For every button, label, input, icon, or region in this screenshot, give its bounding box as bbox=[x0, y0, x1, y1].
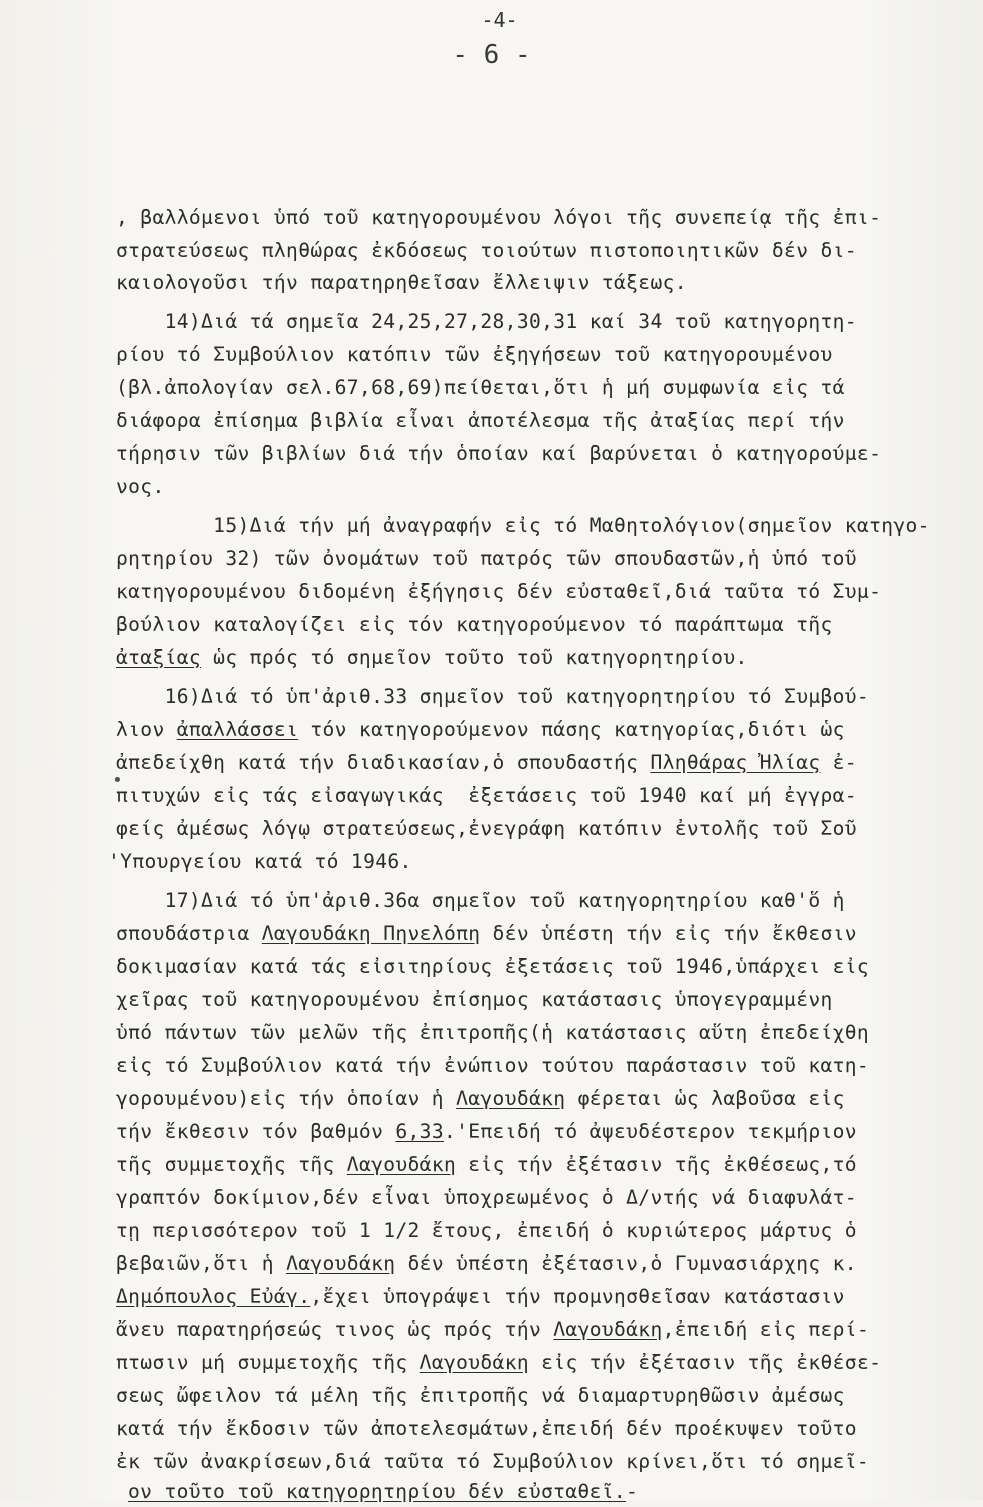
text-segment: τόν κατηγορούμενον πάσης κατηγορίας,διότι ὡς bbox=[298, 718, 845, 741]
text-line bbox=[116, 1183, 857, 1213]
page-number-handwritten: - 6 - bbox=[452, 40, 531, 70]
text-line bbox=[116, 1414, 857, 1444]
text-segment: διάφορα ἐπίσημα βιβλία εἶναι ἀποτέλεσμα τῆς ἀταξίας περί τήν bbox=[116, 409, 845, 432]
text-line bbox=[116, 1150, 857, 1180]
underlined-text: ον τοῦτο τοῦ κατηγορητηρίου δέν εὐσταθεῖ. bbox=[128, 1480, 627, 1503]
text-line bbox=[116, 544, 857, 574]
text-segment: 16)Διά τό ὑπ'ἀριθ.33 σημεῖον τοῦ κατηγορητηρίου τό Συμβού- bbox=[116, 685, 870, 708]
text-segment: ,ἐπειδή εἰς περί- bbox=[662, 1318, 870, 1341]
text-line bbox=[116, 1018, 869, 1048]
text-segment: εἰς τήν ἐξέτασιν τῆς ἐκθέσεως,τό bbox=[456, 1153, 857, 1176]
text-segment: σεως ὤφειλον τά μέλη τῆς ἐπιτροπῆς νά διαμαρτυρηθῶσιν ἀμέσως bbox=[116, 1384, 845, 1407]
underlined-text: Πληθάρας Ἠλίας bbox=[650, 751, 821, 774]
text-segment: ὡς πρός τό σημεῖον τοῦτο τοῦ κατηγορητηρίου. bbox=[201, 646, 748, 669]
text-line bbox=[116, 577, 881, 607]
text-segment: γορουμένου)εἰς τήν ὁποίαν ἡ bbox=[116, 1087, 457, 1110]
text-line bbox=[116, 511, 930, 541]
text-line bbox=[116, 236, 857, 266]
text-segment: γραπτόν δοκίμιον,δέν εἶναι ὑποχρεωμένος ὁ Δ/ντής νά διαφυλάτ- bbox=[116, 1186, 857, 1209]
text-segment: ρητηρίου 32) τῶν ὀνομάτων τοῦ πατρός τῶν σπουδαστῶν,ἡ ὑπό τοῦ bbox=[116, 547, 857, 570]
text-segment: σπουδάστρια bbox=[116, 922, 262, 945]
text-segment: 'Υπουργείου κατά τό 1946. bbox=[108, 850, 412, 873]
text-line bbox=[116, 919, 857, 949]
underlined-text: Λαγουδάκη Πηνελόπη bbox=[261, 922, 481, 945]
text-line bbox=[116, 203, 881, 233]
margin-dot-mark: • bbox=[112, 770, 123, 791]
text-segment: ἐ- bbox=[820, 751, 857, 774]
underlined-text: ἀταξίας bbox=[116, 646, 202, 669]
text-line bbox=[116, 1282, 845, 1312]
text-line bbox=[116, 682, 869, 712]
text-line bbox=[116, 268, 687, 298]
text-line bbox=[128, 1477, 638, 1507]
text-segment: τῆς συμμετοχῆς τῆς bbox=[116, 1153, 347, 1176]
text-segment: δέν ὑπέστη ἐξέτασιν,ὁ Γυμνασιάρχης κ. bbox=[395, 1252, 857, 1275]
text-segment: λιον bbox=[116, 718, 177, 741]
text-line bbox=[116, 439, 881, 469]
text-segment: στρατεύσεως πληθώρας ἐκδόσεως τοιούτων πιστοποιητικῶν δέν δι- bbox=[116, 239, 857, 262]
text-segment: πτωσιν μή συμμετοχῆς τῆς bbox=[116, 1351, 420, 1374]
text-segment: ἐκ τῶν ἀνακρίσεων,διά ταῦτα τό Συμβούλιον κρίνει,ὅτι τό σημεῖ- bbox=[116, 1450, 870, 1473]
text-segment: φέρεται ὡς λαβοῦσα εἰς bbox=[565, 1087, 845, 1110]
text-segment: ἀπεδείχθη κατά τήν διαδικασίαν,ὁ σπουδαστής bbox=[116, 751, 651, 774]
text-line bbox=[116, 1249, 857, 1279]
underlined-text: Λαγουδάκη bbox=[346, 1153, 457, 1176]
text-segment: νος. bbox=[116, 475, 165, 498]
text-segment: ,ἔχει ὑπογράψει τήν προμνησθεῖσαν κατάστασιν bbox=[310, 1285, 845, 1308]
text-line bbox=[116, 952, 869, 982]
text-line bbox=[116, 472, 165, 502]
text-line bbox=[116, 814, 857, 844]
text-line bbox=[116, 1348, 881, 1378]
text-segment: .'Επειδή τό ἀψευδέστερον τεκμήριον bbox=[443, 1120, 857, 1143]
text-segment: 15)Διά τήν μή ἀναγραφήν εἰς τό Μαθητολόγιον(σημεῖον κατηγο- bbox=[116, 514, 930, 537]
text-segment: εἰς τό Συμβούλιον κατά τήν ἐνώπιον τούτου παράστασιν τοῦ κατη- bbox=[116, 1054, 870, 1077]
text-segment: βούλιον καταλογίζει εἰς τόν κατηγορούμενον τό παράπτωμα τῆς bbox=[116, 613, 833, 636]
text-segment: ρίου τό Συμβούλιον κατόπιν τῶν ἐξηγήσεων τοῦ κατηγορουμένου bbox=[116, 343, 833, 366]
text-line bbox=[116, 1315, 869, 1345]
text-segment: κατά τήν ἔκδοσιν τῶν ἀποτελεσμάτων,ἐπειδή δέν προέκυψεν τοῦτο bbox=[116, 1417, 857, 1440]
text-line bbox=[116, 985, 833, 1015]
underlined-text: Δημόπουλος Εὐάγ. bbox=[116, 1285, 311, 1308]
underlined-text: ἀπαλλάσσει bbox=[176, 718, 299, 741]
text-segment: φείς ἀμέσως λόγῳ στρατεύσεως,ἐνεγράφη κατόπιν ἐντολῆς τοῦ Σοῦ bbox=[116, 817, 857, 840]
text-segment: , βαλλόμενοι ὑπό τοῦ κατηγορουμένου λόγοι τῆς συνεπείᾳ τῆς ἐπι- bbox=[116, 206, 882, 229]
underlined-text: Λαγουδάκη bbox=[286, 1252, 396, 1275]
page-number-typed: -4- bbox=[481, 8, 518, 32]
text-segment: δοκιμασίαν κατά τάς εἰσιτηρίους ἐξετάσεις τοῦ 1946,ὑπάρχει εἰς bbox=[116, 955, 870, 978]
text-segment: τήρησιν τῶν βιβλίων διά τήν ὁποίαν καί βαρύνεται ὁ κατηγορούμε- bbox=[116, 442, 882, 465]
text-segment: χεῖρας τοῦ κατηγορουμένου ἐπίσημος κατάστασις ὑπογεγραμμένη bbox=[116, 988, 833, 1011]
text-line bbox=[116, 1117, 857, 1147]
underlined-text: 6,33 bbox=[395, 1120, 444, 1143]
text-segment: κατηγορουμένου διδομένη ἐξήγησις δέν εὐσταθεῖ,διά ταῦτα τό Συμ- bbox=[116, 580, 882, 603]
text-segment: (βλ.ἀπολογίαν σελ.67,68,69)πείθεται,ὅτι ἡ μή συμφωνία εἰς τά bbox=[116, 376, 845, 399]
text-line bbox=[116, 748, 857, 778]
text-segment: τῃ περισσότερον τοῦ 1 1/2 ἔτους, ἐπειδή ὁ κυριώτερος μάρτυς ὁ bbox=[116, 1219, 857, 1242]
text-line bbox=[116, 1381, 845, 1411]
text-segment: ἄνευ παρατηρήσεώς τινος ὡς πρός τήν bbox=[116, 1318, 554, 1341]
text-line bbox=[108, 847, 412, 877]
text-segment: πιτυχών εἰς τάς εἰσαγωγικάς ἐξετάσεις τοῦ 1940 καί μή ἐγγρα- bbox=[116, 784, 857, 807]
text-segment: βεβαιῶν,ὅτι ἡ bbox=[116, 1252, 287, 1275]
text-line bbox=[116, 307, 857, 337]
text-line bbox=[116, 340, 833, 370]
text-segment: καιολογοῦσι τήν παρατηρηθεῖσαν ἔλλειψιν τάξεως. bbox=[116, 271, 687, 294]
text-segment: ὑπό πάντων τῶν μελῶν τῆς ἐπιτροπῆς(ἡ κατάστασις αὕτη ἐπεδείχθη bbox=[116, 1021, 870, 1044]
text-line bbox=[116, 1216, 857, 1246]
text-segment: 17)Διά τό ὑπ'ἀριθ.36α σημεῖον τοῦ κατηγορητηρίου καθ'ὅ ἡ bbox=[116, 889, 845, 912]
text-line bbox=[116, 1447, 869, 1477]
text-line bbox=[116, 886, 845, 916]
text-line bbox=[116, 373, 845, 403]
text-segment: 14)Διά τά σημεῖα 24,25,27,28,30,31 καί 34 τοῦ κατηγορητη- bbox=[116, 310, 857, 333]
text-line bbox=[116, 715, 845, 745]
text-segment: δέν ὑπέστη τήν εἰς τήν ἔκθεσιν bbox=[480, 922, 857, 945]
text-line bbox=[116, 1084, 845, 1114]
text-line bbox=[116, 643, 748, 673]
text-line bbox=[116, 781, 857, 811]
text-segment: εἰς τήν ἐξέτασιν τῆς ἐκθέσε- bbox=[529, 1351, 882, 1374]
text-line bbox=[116, 406, 845, 436]
text-segment: - bbox=[626, 1480, 639, 1503]
text-line bbox=[116, 1051, 869, 1081]
text-line bbox=[116, 610, 833, 640]
underlined-text: Λαγουδάκη bbox=[419, 1351, 529, 1374]
underlined-text: Λαγουδάκη bbox=[456, 1087, 566, 1110]
text-segment: τήν ἔκθεσιν τόν βαθμόν bbox=[116, 1120, 396, 1143]
underlined-text: Λαγουδάκη bbox=[553, 1318, 663, 1341]
